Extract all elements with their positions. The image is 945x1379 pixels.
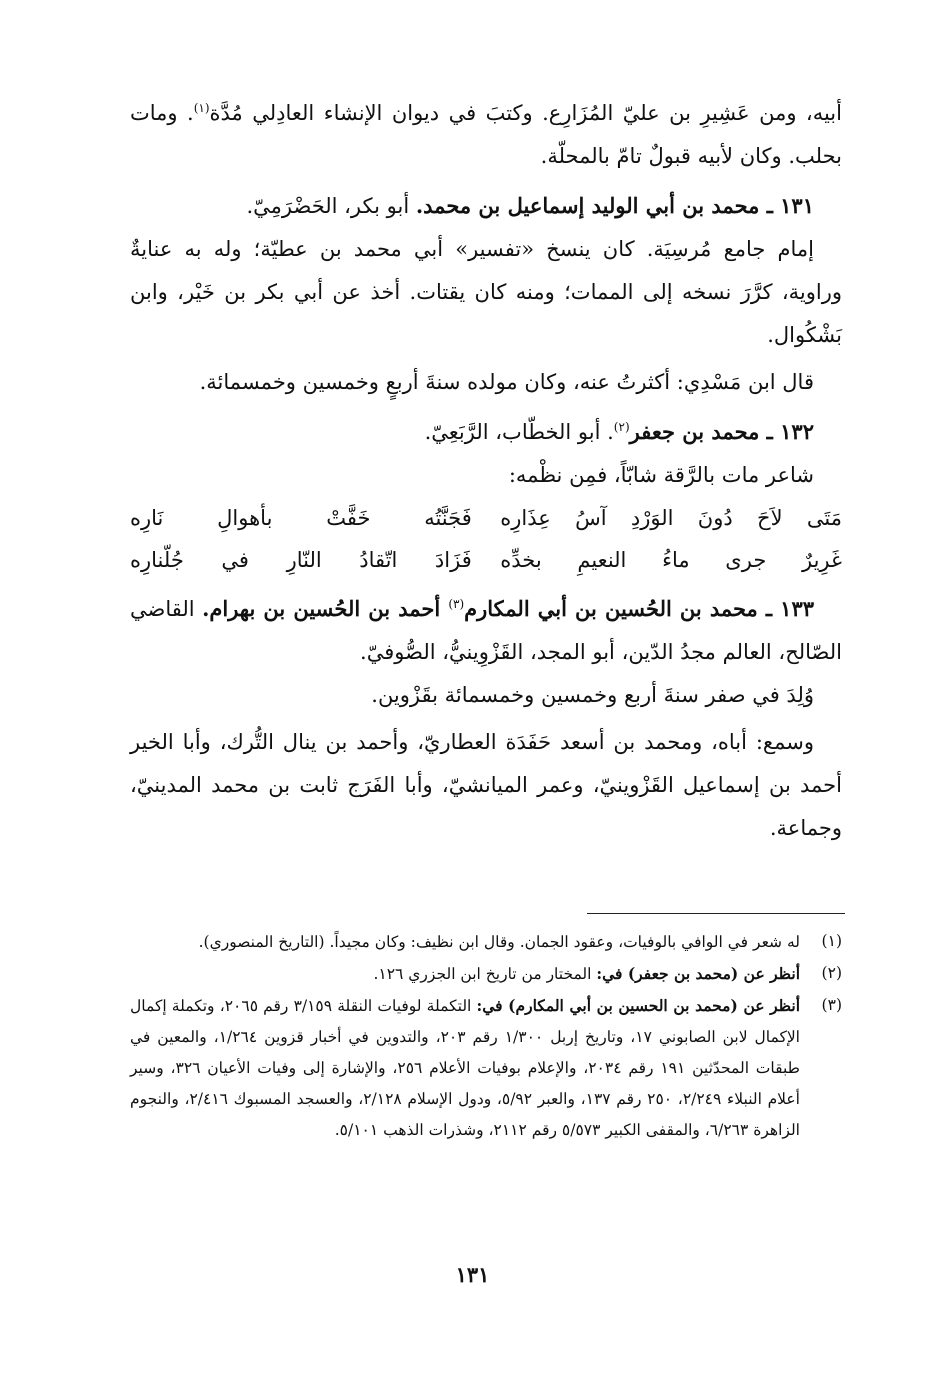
entry-131-paragraph-2: قال ابن مَسْدِي: أكثرتُ عنه، وكان مولده سنةَ أربعٍ وخمسين وخمسمائة. (199, 370, 814, 394)
footnote-body: له شعر في الوافي بالوفيات، وعقود الجمان. وقال ابن نظيف: وكان مجيداً. (التاريخ المنصوري). (198, 933, 800, 951)
entry-133-titles: القاضي الصّالح، العالم مجدُ الدّين، أبو المجد، القَزْوِينيُّ، الصُّوفيّ. (130, 597, 842, 664)
poem-verse-2 (130, 539, 842, 581)
footnote-body: المختار من تاريخ ابن الجزري ١٢٦. (373, 965, 597, 983)
paragraph-continuation (130, 92, 842, 178)
footnote-2 (130, 958, 842, 990)
footnote-ref-3: (٣) (448, 597, 465, 611)
entry-133-name-2: أحمد بن الحُسين بن بهرام. (202, 596, 449, 621)
entry-132-name: ١٣٢ ـ محمد بن جعفر (629, 419, 814, 444)
footnote-text (130, 926, 800, 958)
footnote-ref-1: (١) (193, 101, 210, 115)
footnote-number: (٢) (821, 964, 842, 982)
footnote-ref-2: (٢) (613, 420, 630, 434)
entry-131-paragraph: إمام جامع مُرسِيَة. كان ينسخ «تفسير» أبي محمد بن عطيّة؛ وله به عنايةٌ وراوية، كرَّرَ نسخه إلى الممات؛ ومنه كان يقتات. أخذ عن أبي بكر بن خَيْر، وابن بَشْكُوال. (130, 237, 842, 347)
entry-132-paragraph: شاعر مات بالرَّقة شابّاً، فمِن نظْمه: (508, 463, 814, 487)
footnote-body: التكملة لوفيات النقلة ٣/١٥٩ رقم ٢٠٦٥، وتكملة إكمال الإكمال لابن الصابوني ١٧، وتاريخ إربل ١/٣٠٠ رقم ٢٠٣، والتدوين في أخبار قزوين ١/٢٦٤، والمعين في طبقات المحدّثين ١٩١ رقم ٢٠٣٤، والإعلام بوفيات الأعلام ٢٥٦، والإشارة إلى وفيات الأعيان ٣٢٦، وسير أعلام النبلاء ٢/٢٤٩، ٢٥٠ رقم ١٣٧، والعبر ٥/٩٢، ودول الإسلام ٢/١٢٨، والعسجد المسبوك ٢/٤١٦، والنجوم الزاهرة ٦/٢٦٣، والمقفى الكبير ٥/٥٧٣ رقم ٢١١٢، وشذرات الذهب ٥/١٠١. (130, 997, 800, 1139)
entry-132-heading (130, 410, 842, 454)
footnote-text (130, 990, 800, 1146)
footnote-3 (130, 990, 842, 1146)
entry-133-heading (130, 587, 842, 674)
page-number: ١٣١ (455, 1262, 490, 1287)
footnote-number: (٣) (821, 996, 842, 1014)
poem-verse-1 (130, 497, 842, 539)
entry-131-kunya: أبو بكر، الحَضْرَمِيّ. (246, 194, 416, 218)
entry-132-kunya: . أبو الخطّاب، الرَّبَعِيّ. (424, 420, 614, 444)
footnote-number: (١) (821, 932, 842, 950)
entry-133-name: ١٣٣ ـ محمد بن الحُسين بن أبي المكارم (464, 596, 815, 621)
verse-2-first-hemistich: غَرِيرٌ جرى ماءُ النعيمِ بخدِّه (500, 548, 842, 572)
footnote-1 (130, 926, 842, 958)
footnotes (130, 926, 842, 1146)
footnote-bold: أنظر عن (محمد بن الحسين بن أبي المكارم) في: (476, 996, 801, 1015)
entry-131-name: ١٣١ ـ محمد بن أبي الوليد إسماعيل بن محمد. (415, 193, 814, 218)
verse-2-second-hemistich: فَزَادَ اتّقادُ النّارِ في جُلّنارِه (130, 548, 472, 572)
verse-1-first-hemistich: مَتَى لاَحَ دُونَ الوَرْدِ آسُ عِذَارِه (500, 506, 842, 530)
footnote-bold: أنظر عن (محمد بن جعفر) في: (596, 964, 800, 983)
text-run: أبيه، ومن عَشِيرِ بن عليّ المُزَارِع. وكتبَ في ديوان الإنشاء العادِلي مُدَّة (209, 101, 842, 125)
text-run: . ومات بحلب. وكان لأبيه قبولٌ تامّ بالمحلّة. (130, 101, 842, 168)
verse-1-second-hemistich: فَجَنَّتُه خَفَّتْ بأهوالِ نَارِه (130, 506, 472, 530)
footnote-text (130, 958, 800, 990)
footnote-separator (587, 913, 845, 914)
entry-133-paragraph-2: وسمع: أباه، ومحمد بن أسعد حَفَدَة العطاريّ، وأحمد بن ينال التُّرك، وأبا الخير أحمد بن إسماعيل القَزْوينيّ، وعمر الميانشيّ، وأبا الفَرَج ثابت بن محمد المدينيّ، وجماعة. (130, 730, 842, 840)
entry-131-heading (130, 184, 842, 228)
entry-133-paragraph: وُلِدَ في صفر سنةَ أربع وخمسين وخمسمائة بقَزْوين. (371, 683, 814, 707)
main-text (130, 92, 842, 850)
